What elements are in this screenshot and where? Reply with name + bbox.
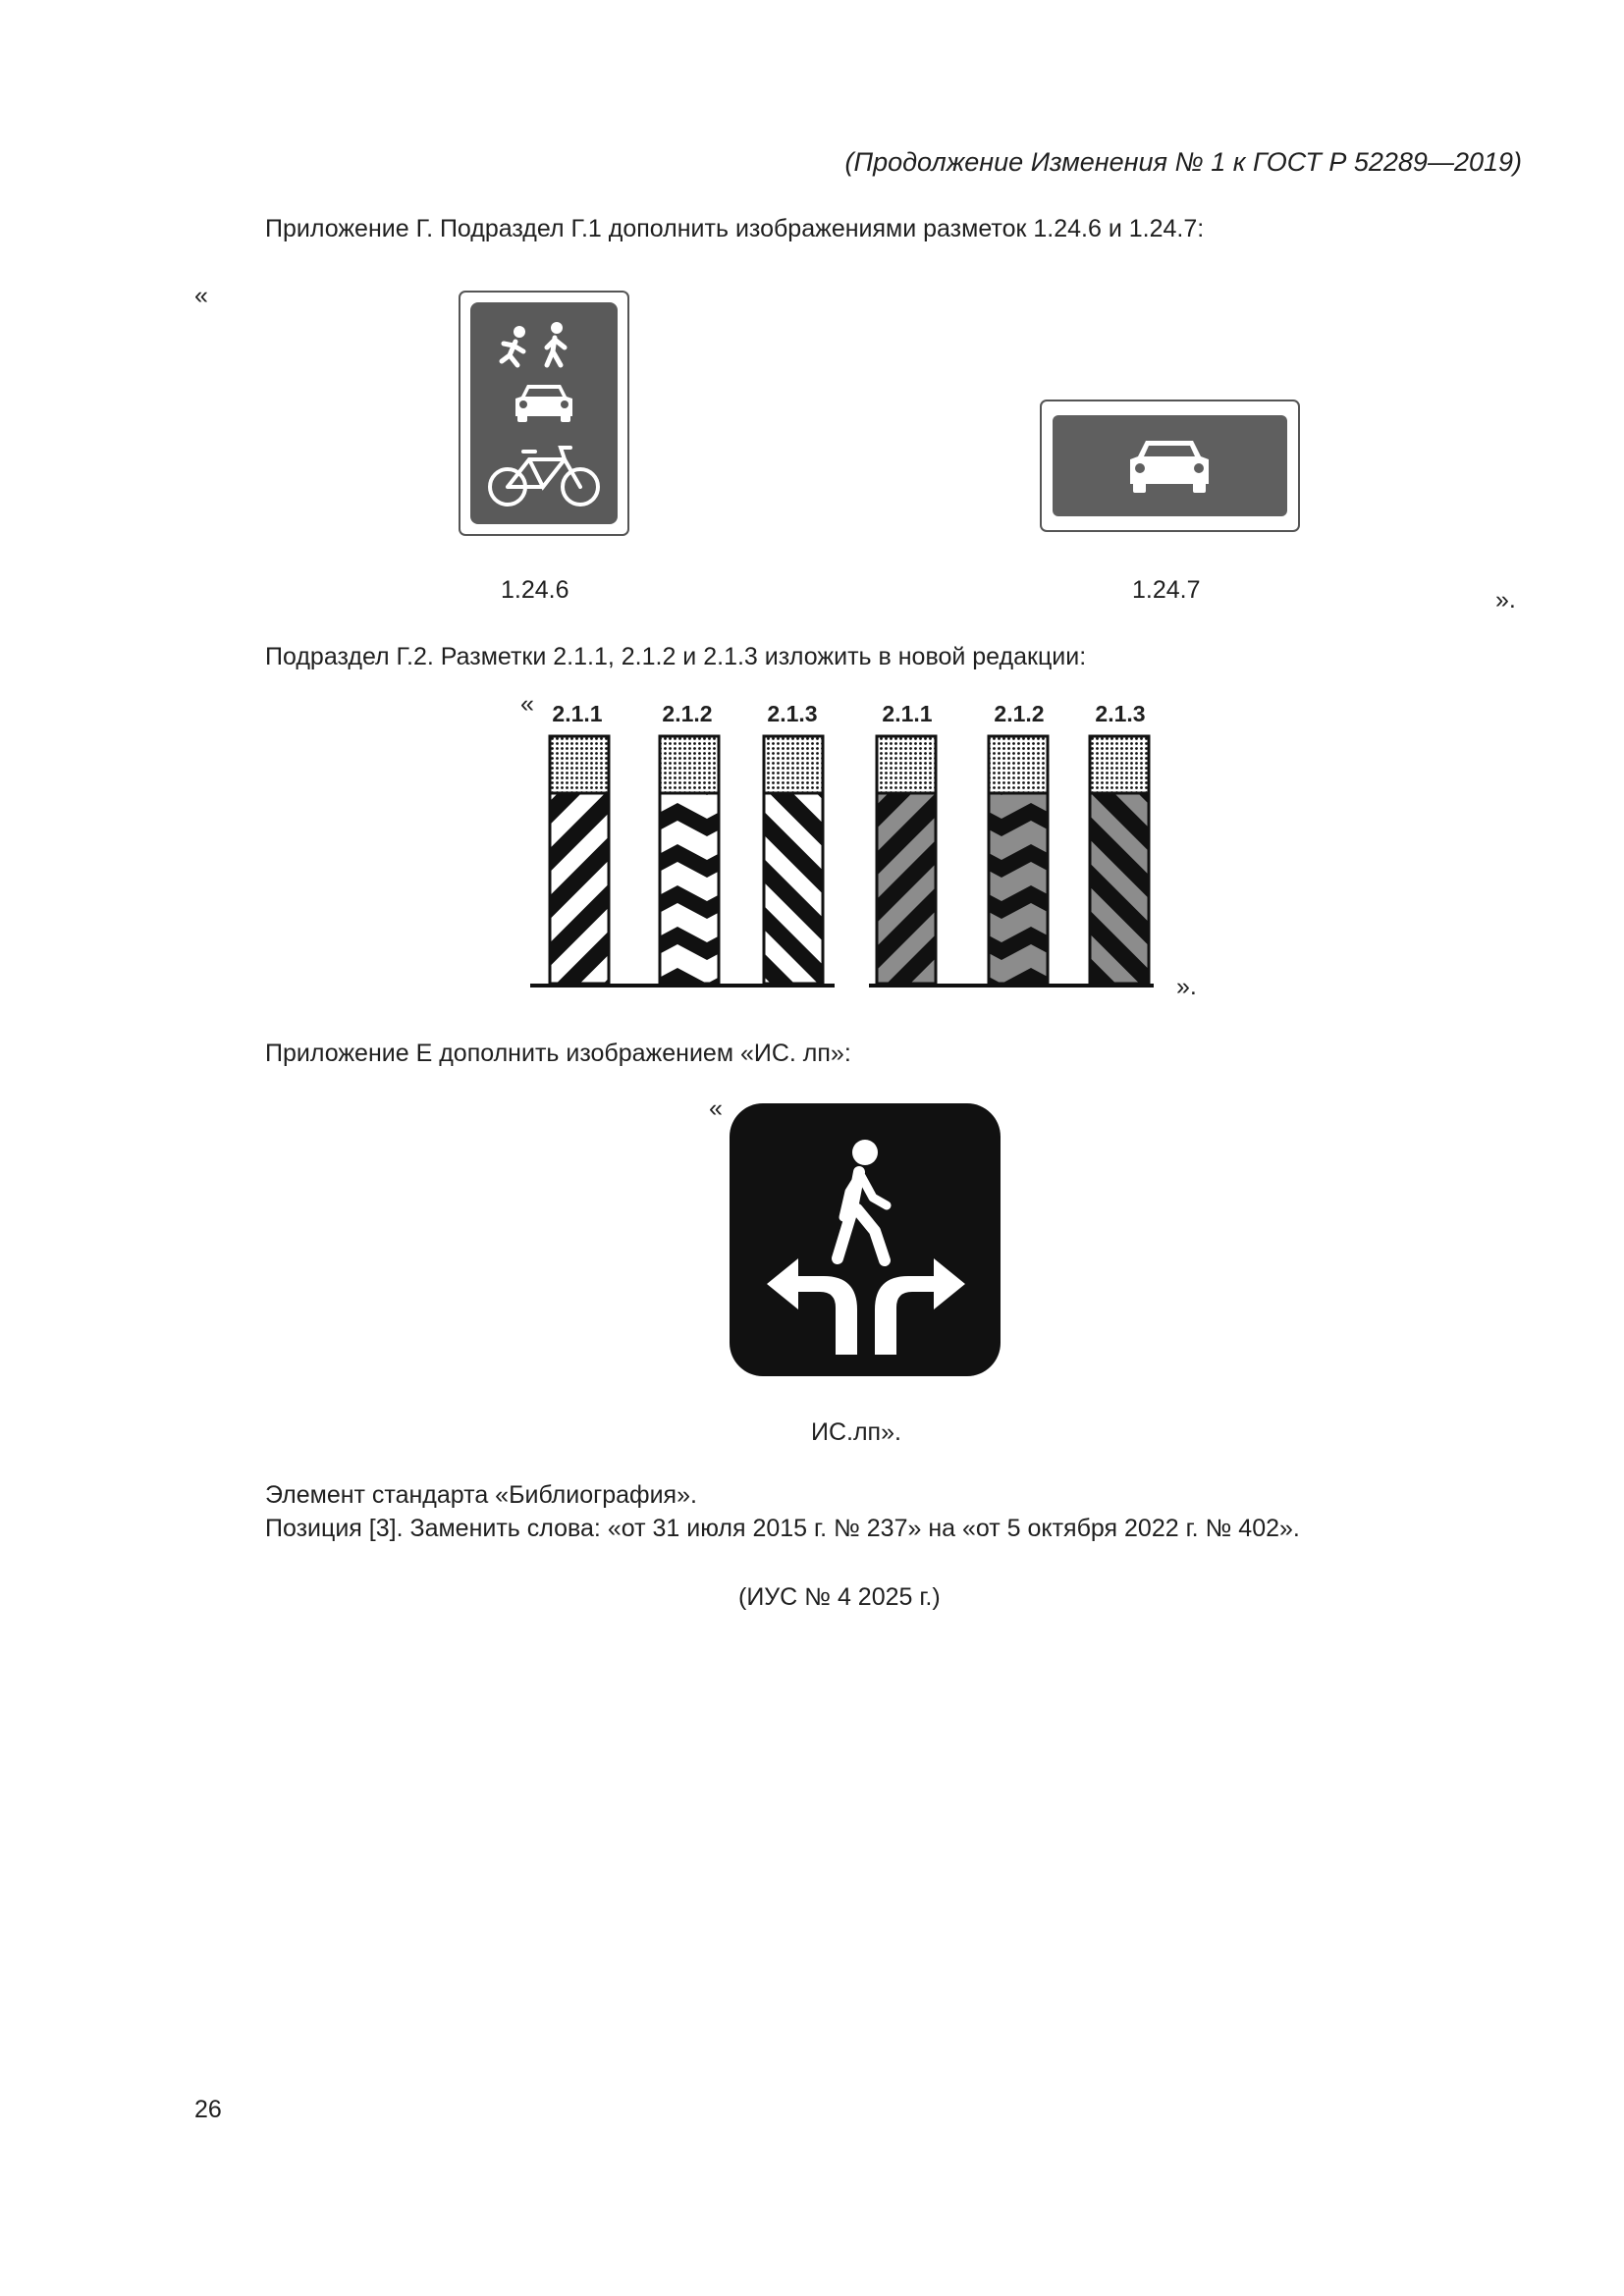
sign-1-24-6-label: 1.24.6 bbox=[501, 576, 569, 604]
post-2-1-2-grey bbox=[989, 736, 1048, 984]
post-label: 2.1.3 bbox=[1095, 701, 1146, 726]
post-label: 2.1.1 bbox=[552, 701, 603, 726]
post-2-1-3-grey bbox=[1090, 736, 1149, 984]
post-2-1-3-white bbox=[764, 736, 823, 984]
post-2-1-2-white bbox=[660, 736, 719, 984]
quote-open-3: « bbox=[709, 1095, 723, 1122]
post-label: 2.1.1 bbox=[882, 701, 933, 726]
quote-open-2: « bbox=[520, 690, 534, 718]
sign-1-24-6 bbox=[459, 291, 629, 536]
sign-is-lp-caption: ИС.лп». bbox=[811, 1418, 901, 1446]
page-header: (Продолжение Изменения № 1 к ГОСТ Р 52289—2019) bbox=[844, 147, 1522, 177]
quote-close-2: ». bbox=[1176, 973, 1197, 1000]
post-label: 2.1.2 bbox=[994, 701, 1045, 726]
page-number: 26 bbox=[194, 2096, 222, 2123]
paragraph-appendix-e: Приложение Е дополнить изображением «ИС. лп»: bbox=[265, 1040, 851, 1067]
quote-open-1: « bbox=[194, 282, 208, 309]
post-2-1-1-grey bbox=[877, 736, 936, 984]
sign-1-24-7 bbox=[1040, 400, 1300, 532]
paragraph-appendix-g1: Приложение Г. Подраздел Г.1 дополнить изображениями разметок 1.24.6 и 1.24.7: bbox=[265, 215, 1205, 242]
post-2-1-1-white bbox=[550, 736, 609, 984]
paragraph-position-3: Позиция [3]. Заменить слова: «от 31 июля 2015 г. № 237» на «от 5 октября 2022 г. № 402». bbox=[265, 1515, 1300, 1542]
road-posts-drawing bbox=[530, 726, 1159, 991]
post-label: 2.1.3 bbox=[767, 701, 818, 726]
quote-close-1: ». bbox=[1495, 586, 1516, 614]
paragraph-subsection-g2: Подраздел Г.2. Разметки 2.1.1, 2.1.2 и 2.1.3 изложить в новой редакции: bbox=[265, 643, 1087, 670]
ius-reference: (ИУС № 4 2025 г.) bbox=[738, 1583, 941, 1611]
paragraph-bibliography: Элемент стандарта «Библиография». bbox=[265, 1481, 697, 1509]
sign-is-lp bbox=[730, 1103, 1001, 1376]
post-label: 2.1.2 bbox=[662, 701, 713, 726]
sign-1-24-7-label: 1.24.7 bbox=[1132, 576, 1201, 604]
